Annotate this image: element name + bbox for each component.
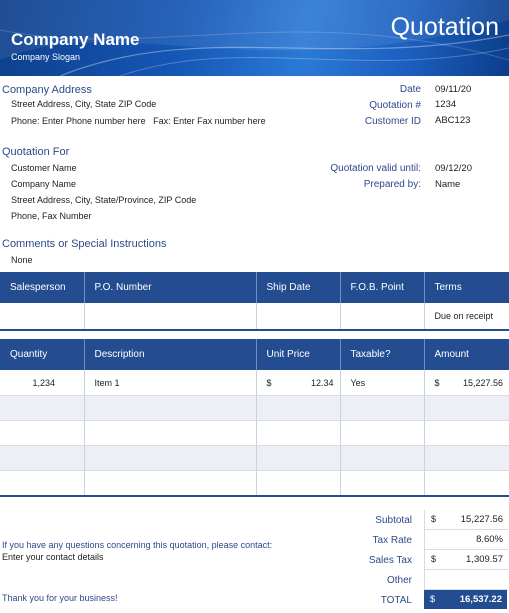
col-quantity: Quantity xyxy=(0,339,84,370)
col-fob-point: F.O.B. Point xyxy=(340,272,424,303)
subtotal-value: 15,227.56 xyxy=(460,514,503,525)
po-number-cell[interactable] xyxy=(84,303,256,330)
description-cell[interactable] xyxy=(84,421,256,446)
customer-phone[interactable]: Phone, Fax Number xyxy=(11,211,92,221)
company-slogan[interactable]: Company Slogan xyxy=(11,52,81,62)
item-row xyxy=(0,370,509,396)
amount-value: 15,227.56 xyxy=(462,377,503,388)
quantity-cell[interactable] xyxy=(0,396,84,421)
item-row xyxy=(0,471,509,497)
tax-rate-label: Tax Rate xyxy=(372,535,412,546)
contact-details[interactable]: Enter your contact details xyxy=(2,552,104,562)
items-header-row xyxy=(0,339,509,370)
contact-line: If you have any questions concerning this quotation, please contact: xyxy=(2,540,273,550)
items-table xyxy=(0,339,509,497)
company-street[interactable]: Street Address, City, State ZIP Code xyxy=(11,99,157,109)
quantity-cell[interactable] xyxy=(0,421,84,446)
item-row xyxy=(0,421,509,446)
col-ship-date: Ship Date xyxy=(256,272,340,303)
unit-price-cell[interactable] xyxy=(256,370,340,396)
amount-cell[interactable] xyxy=(424,396,509,421)
subtotal-box[interactable] xyxy=(424,510,508,530)
date-label: Date xyxy=(399,84,421,95)
amount-currency: $ xyxy=(434,377,440,388)
prepared-by-value[interactable]: Name xyxy=(435,179,461,190)
company-address-heading: Company Address xyxy=(2,84,92,96)
tax-rate-value: 8.60% xyxy=(476,534,503,545)
document-title: Quotation xyxy=(390,13,499,41)
col-po-number: P.O. Number xyxy=(84,272,256,303)
taxable-cell[interactable] xyxy=(340,471,424,497)
quotation-for-heading: Quotation For xyxy=(2,146,70,158)
terms-cell[interactable]: Due on receipt xyxy=(424,303,509,330)
sales-tax-value: 1,309.57 xyxy=(466,554,503,565)
col-description: Description xyxy=(84,339,256,370)
taxable-cell[interactable] xyxy=(340,396,424,421)
unit-price-currency: $ xyxy=(266,377,272,388)
comments-heading: Comments or Special Instructions xyxy=(2,238,167,250)
customer-id-label: Customer ID xyxy=(364,116,421,127)
taxable-cell[interactable] xyxy=(340,446,424,471)
unit-price-cell[interactable] xyxy=(256,471,340,497)
subtotal-currency: $ xyxy=(431,514,437,524)
description-cell[interactable] xyxy=(84,446,256,471)
item-row xyxy=(0,446,509,471)
taxable-cell[interactable] xyxy=(340,421,424,446)
total-label: TOTAL xyxy=(380,595,412,606)
shipping-header-row xyxy=(0,272,509,303)
total-box[interactable] xyxy=(424,590,507,609)
customer-name[interactable]: Customer Name xyxy=(11,163,77,173)
header-banner xyxy=(0,0,509,76)
quotation-number-value[interactable]: 1234 xyxy=(435,99,457,110)
total-currency: $ xyxy=(430,594,436,604)
unit-price-cell[interactable] xyxy=(256,396,340,421)
salesperson-cell[interactable] xyxy=(0,303,84,330)
date-value[interactable]: 09/11/20 xyxy=(435,84,472,95)
thank-you-note: Thank you for your business! xyxy=(2,593,118,603)
company-phone-fax[interactable]: Phone: Enter Phone number here Fax: Enter Fax number here xyxy=(11,116,266,126)
tax-rate-box[interactable] xyxy=(424,530,508,550)
description-cell[interactable] xyxy=(84,396,256,421)
item-row xyxy=(0,396,509,421)
sales-tax-box[interactable] xyxy=(424,550,508,570)
other-box[interactable] xyxy=(424,570,508,590)
valid-until-label: Quotation valid until: xyxy=(330,163,421,174)
total-value: 16,537.22 xyxy=(459,594,502,605)
subtotal-label: Subtotal xyxy=(375,515,412,526)
unit-price-cell[interactable] xyxy=(256,446,340,471)
amount-cell[interactable] xyxy=(424,471,509,497)
col-terms: Terms xyxy=(424,272,509,303)
description-cell[interactable]: Item 1 xyxy=(84,370,256,396)
valid-until-value[interactable]: 09/12/20 xyxy=(435,163,472,174)
other-label: Other xyxy=(386,575,412,586)
amount-cell[interactable] xyxy=(424,370,509,396)
fob-point-cell[interactable] xyxy=(340,303,424,330)
unit-price-cell[interactable] xyxy=(256,421,340,446)
col-taxable: Taxable? xyxy=(340,339,424,370)
customer-company[interactable]: Company Name xyxy=(11,179,77,189)
shipping-row xyxy=(0,303,509,330)
col-unit-price: Unit Price xyxy=(256,339,340,370)
description-cell[interactable] xyxy=(84,471,256,497)
quantity-cell[interactable] xyxy=(0,471,84,497)
sales-tax-currency: $ xyxy=(431,554,437,564)
col-amount: Amount xyxy=(424,339,509,370)
customer-id-value[interactable]: ABC123 xyxy=(435,115,471,126)
unit-price-value: 12.34 xyxy=(310,377,334,388)
shipping-table xyxy=(0,272,509,331)
customer-address[interactable]: Street Address, City, State/Province, ZIP Code xyxy=(11,195,197,205)
quotation-number-label: Quotation # xyxy=(369,100,421,111)
col-salesperson: Salesperson xyxy=(0,272,84,303)
sales-tax-label: Sales Tax xyxy=(368,555,412,566)
amount-cell[interactable] xyxy=(424,446,509,471)
quantity-cell[interactable] xyxy=(0,446,84,471)
prepared-by-label: Prepared by: xyxy=(363,179,421,190)
amount-cell[interactable] xyxy=(424,421,509,446)
ship-date-cell[interactable] xyxy=(256,303,340,330)
taxable-cell[interactable]: Yes xyxy=(340,370,424,396)
quantity-cell[interactable]: 1,234 xyxy=(0,370,84,396)
company-name[interactable]: Company Name xyxy=(11,30,140,49)
comments-text[interactable]: None xyxy=(11,255,33,265)
